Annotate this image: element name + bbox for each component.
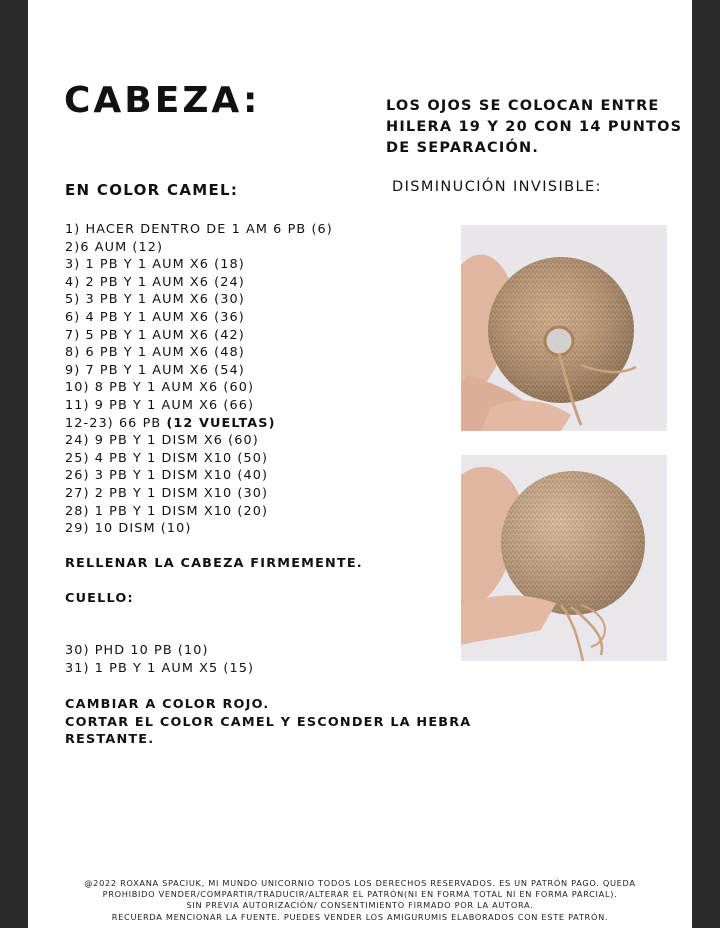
list-item: 9) 7 PB Y 1 AUM X6 (54) <box>65 362 245 378</box>
list-item: 11) 9 PB Y 1 AUM X6 (66) <box>65 397 255 413</box>
list-item: 7) 5 PB Y 1 AUM X6 (42) <box>65 327 245 343</box>
list-item: 8) 6 PB Y 1 AUM X6 (48) <box>65 345 245 361</box>
list-item: 2)6 AUM (12) <box>65 239 164 255</box>
photo-invisible-decrease-closed <box>461 455 667 661</box>
neck-rows <box>65 642 254 677</box>
final-note-line: CAMBIAR A COLOR ROJO. <box>65 697 270 712</box>
row-instructions <box>65 221 333 538</box>
list-item: 26) 3 PB Y 1 DISM X10 (40) <box>65 468 269 484</box>
eyes-placement-note: LOS OJOS SE COLOCAN ENTRE HILERA 19 Y 20 CON 14 PUNTOS DE SEPARACIÓN. <box>386 98 683 156</box>
footer-line: @2022 ROXANA SPACIUK, MI MUNDO UNICORNIO TODOS LOS DERECHOS RESERVADOS. ES UN PATRÓN PAGO. QUEDA <box>84 878 636 888</box>
list-item: 25) 4 PB Y 1 DISM X10 (50) <box>65 450 269 466</box>
pattern-page <box>28 0 692 928</box>
list-item: 30) PHD 10 PB (10) <box>65 643 209 658</box>
photo-invisible-decrease-open <box>461 225 667 431</box>
list-item: 27) 2 PB Y 1 DISM X10 (30) <box>65 485 269 501</box>
final-notes <box>65 696 471 749</box>
copyright-footer <box>40 878 680 923</box>
crochet-head-photo <box>461 455 667 661</box>
footer-line: SIN PREVIA AUTORIZACIÓN/ CONSENTIMIENTO FIRMADO POR LA AUTORA. <box>186 900 534 911</box>
footer-line: RECUERDA MENCIONAR LA FUENTE. PUEDES VENDER LOS AMIGURUMIS ELABORADOS CON ESTE PATRÓN. <box>111 911 609 922</box>
list-item: 10) 8 PB Y 1 AUM X6 (60) <box>65 380 255 396</box>
technique-heading: DISMINUCIÓN INVISIBLE: <box>392 179 602 195</box>
list-item: 28) 1 PB Y 1 DISM X10 (20) <box>65 503 269 519</box>
page-title: CABEZA: <box>64 80 261 121</box>
list-item: 1) HACER DENTRO DE 1 AM 6 PB (6) <box>65 222 333 237</box>
list-item: 24) 9 PB Y 1 DISM X6 (60) <box>65 433 259 449</box>
list-item-range <box>65 415 333 433</box>
row-range-text: 12-23) 66 PB <box>65 415 167 431</box>
list-item: 6) 4 PB Y 1 AUM X6 (36) <box>65 309 245 325</box>
footer-line: PROHIBIDO VENDER/COMPARTIR/TRADUCIR/ALTERAR EL PATRÓN(NI EN FORMA TOTAL NI EN FORMA PARCIAL). <box>102 889 618 900</box>
neck-heading: CUELLO: <box>65 591 134 606</box>
list-item: 5) 3 PB Y 1 AUM X6 (30) <box>65 292 245 308</box>
stuff-note: RELLENAR LA CABEZA FIRMEMENTE. <box>65 556 363 571</box>
list-item: 3) 1 PB Y 1 AUM X6 (18) <box>65 257 245 273</box>
crochet-head-photo <box>461 225 667 431</box>
color-heading: EN COLOR CAMEL: <box>65 181 239 199</box>
final-note-line: CORTAR EL COLOR CAMEL Y ESCONDER LA HEBRA <box>65 714 472 730</box>
row-range-bold: (12 VUELTAS) <box>166 415 276 431</box>
list-item: 4) 2 PB Y 1 AUM X6 (24) <box>65 274 245 290</box>
list-item: 29) 10 DISM (10) <box>65 521 192 537</box>
final-note-line: RESTANTE. <box>65 732 155 748</box>
list-item: 31) 1 PB Y 1 AUM X5 (15) <box>65 660 255 676</box>
